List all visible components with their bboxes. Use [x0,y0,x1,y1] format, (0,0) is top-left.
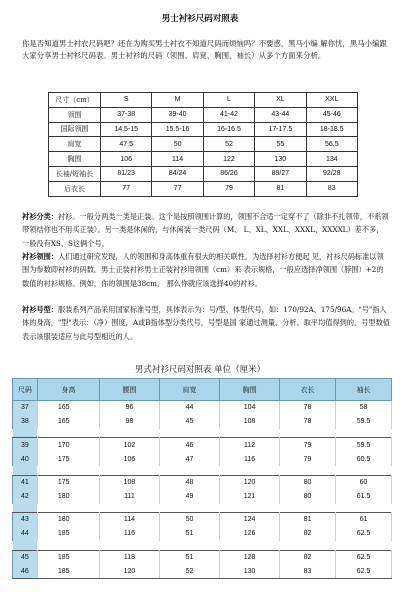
chart-row [13,527,392,541]
chart-cell: 60.5 [336,452,392,466]
column-header: 胸围 [220,379,280,401]
table-cell: 45-46 [306,107,357,122]
chart-cell: 120 [220,475,280,489]
chart-row [13,513,392,527]
spacer-cell [37,541,99,550]
table-cell: 92/28 [306,166,357,181]
size-table-row [49,152,358,167]
chart-row [13,438,392,452]
chart-cell: 80 [280,475,336,489]
column-header: 身高 [37,379,99,401]
chart-cell: 126 [220,527,280,541]
table-cell: 130 [255,152,306,167]
chart-cell: 45 [160,415,220,429]
spacer-cell [99,504,159,513]
group-spacer [13,541,392,550]
chart-cell: 116 [220,452,280,466]
chart-cell: 59.5 [336,415,392,429]
table-cell: 134 [306,152,357,167]
spacer-cell [220,466,280,475]
spacer-cell [336,541,392,550]
chart-cell: 82 [280,550,336,564]
chart-cell: 96 [99,401,159,415]
row-label: 胸围 [49,152,101,167]
table-cell: 83 [306,181,357,196]
chart-cell: 78 [280,415,336,429]
chart-cell: 121 [220,489,280,503]
chart-cell: 185 [37,550,99,564]
section-collar [22,250,390,290]
table-cell: 18-18.5 [306,122,357,137]
table-cell: 16-16.5 [203,122,254,137]
column-header: 袖长 [336,379,392,401]
row-label: 尺寸（cm） [49,93,101,108]
chart-cell: 52 [160,564,220,578]
spacer-cell [37,466,99,475]
chart-cell: 175 [37,475,99,489]
spacer-cell [13,466,38,475]
table-cell: L [203,93,254,108]
chart-cell: 50 [160,513,220,527]
spacer-cell [160,466,220,475]
column-header: 肩宽 [160,379,220,401]
intro-paragraph: 你是否知道男士衬衣尺码吧？还在为购买男士衬衣不知道尺码而烦恼吗？不要惑，黑马小编 解你忧，黑马小编跟大家分享男士衬衫尺码表。男士衬衫的尺码（领围、肩宽、胸围、袖长）从多个方面来分析。 [22,39,387,60]
spacer-cell [280,504,336,513]
chart-cell: 165 [37,401,99,415]
chart-row [13,564,392,578]
section-lead: 衬衫分类： [22,212,58,221]
column-header: 腰围 [99,379,159,401]
chart-cell: 59.5 [336,438,392,452]
spacer-cell [13,541,38,550]
table-cell: 84/24 [152,166,203,181]
chart-cell: 51 [160,527,220,541]
table-cell: 77 [101,181,152,196]
table-cell: 86/26 [203,166,254,181]
table-cell: 77 [152,181,203,196]
size-table-row [49,181,358,196]
chart-cell: 51 [160,550,220,564]
page-title: 男士衬衫尺码对照表 [161,14,239,24]
chart-cell: 128 [220,550,280,564]
row-label: 肩宽 [49,137,101,152]
table-cell: 14.5-15 [101,122,152,137]
spacer-cell [336,466,392,475]
section-text: 人们通过研究发现，人的领围和身高体重有很大的相关联性，为选择衬衫方便起 见，衬衫尺码标准以领围为参数即衬衫的码数。男士正装衬衫男士正装衬衫用领围（cm）来 表示规格，一般应选择净领围（脖围）+2的数值的衬衫规格。例如，你的领围是38cm， 那么你就应该选择40的衬衫。 [22,252,384,288]
size-table-row [49,166,358,181]
table-cell: 114 [152,152,203,167]
table-cell: 43-44 [255,107,306,122]
size-cell: 44 [13,527,38,541]
chart-row [13,550,392,564]
chart-cell: 130 [220,564,280,578]
chart-cell: 114 [99,513,159,527]
chart-cell: 106 [99,452,159,466]
section-text: 服装系列产品采用国家标准号型，具体表示为：号/型、体型代号，如：170/92A、175/96A。"号"指人体的身高，"型"表示：（净）围度，A或B指体型分类代号，号型是国 家通过测量、分析、取平均值得到的，号型数值表示该服装适应与此号型相近的人。 [22,305,390,341]
row-label: 后衣长 [49,181,101,196]
chart-row [13,415,392,429]
spacer-cell [99,429,159,438]
table-cell: 39-40 [152,107,203,122]
size-table-row [49,122,358,137]
table-cell: 41-42 [203,107,254,122]
size-cell: 42 [13,489,38,503]
spacer-cell [280,541,336,550]
chart-cell: 61.5 [336,489,392,503]
table-cell: 37-38 [101,107,152,122]
spacer-cell [99,541,159,550]
size-table-row [49,137,358,152]
chart-cell: 116 [99,527,159,541]
chart-cell: 46 [160,438,220,452]
table-cell: 81 [255,181,306,196]
chart-cell: 165 [37,415,99,429]
table-cell: M [152,93,203,108]
column-header: 衣长 [280,379,336,401]
size-cell: 43 [13,513,38,527]
chart-cell: 80 [280,489,336,503]
spacer-cell [160,541,220,550]
chart-cell: 60 [336,475,392,489]
chart-cell: 49 [160,489,220,503]
table-cell: 50 [152,137,203,152]
table-cell: 17-17.5 [255,122,306,137]
chart-cell: 47 [160,452,220,466]
size-table-header [49,93,358,108]
section-lead: 衬衫号型： [22,305,58,314]
spacer-cell [280,466,336,475]
chart-cell: 98 [99,415,159,429]
section-shirt-type [22,210,390,250]
chart-cell: 180 [37,513,99,527]
chart-row [13,452,392,466]
size-cell: 40 [13,452,38,466]
table-cell: S [101,93,152,108]
table-cell: 47.5 [101,137,152,152]
chart-row [13,475,392,489]
chart-cell: 108 [99,475,159,489]
spacer-cell [37,504,99,513]
chart-header-row [13,379,392,401]
shirt-size-chart [12,378,392,579]
spacer-cell [280,429,336,438]
chart-cell: 120 [99,564,159,578]
chart-cell: 58 [336,401,392,415]
section-lead: 衬衫领围： [22,252,58,261]
chart-title: 男式衬衫尺码对照表 单位（厘米） [134,365,266,375]
section-text: 衬衫。一般分两类一类是正装。这个是按照领围计算的，领围不合适一定穿不了（除非不扎领带，不系领带领结你也不用买正装）。另一类是休闲的，与休闲装一类尺码（M、 L、XL、XXL、XXXL、XXXXL）差不多，一般没有XS、S这俩个号。 [22,212,389,248]
table-cell: 52 [203,137,254,152]
chart-cell: 62.5 [336,527,392,541]
size-cell: 41 [13,475,38,489]
spacer-cell [220,541,280,550]
size-cell: 45 [13,550,38,564]
spacer-cell [220,504,280,513]
chart-cell: 124 [220,513,280,527]
chart-cell: 62.5 [336,550,392,564]
table-cell: 106 [101,152,152,167]
spacer-cell [13,429,38,438]
table-cell: XL [255,93,306,108]
table-cell: 15.5-16 [152,122,203,137]
spacer-cell [336,504,392,513]
size-table [48,92,358,197]
chart-cell: 170 [37,438,99,452]
table-cell: 79 [203,181,254,196]
table-cell: 89/27 [255,166,306,181]
chart-cell: 48 [160,475,220,489]
chart-row [13,489,392,503]
chart-cell: 78 [280,401,336,415]
table-cell: 55 [255,137,306,152]
chart-cell: 108 [220,415,280,429]
chart-cell: 175 [37,452,99,466]
size-cell: 37 [13,401,38,415]
spacer-cell [99,466,159,475]
chart-cell: 118 [99,550,159,564]
chart-cell: 185 [37,527,99,541]
group-spacer [13,429,392,438]
size-table-row [49,107,358,122]
section-size-code [22,303,390,343]
chart-cell: 180 [37,489,99,503]
spacer-cell [220,429,280,438]
spacer-cell [160,504,220,513]
chart-cell: 79 [280,438,336,452]
column-header: 尺码 [13,379,38,401]
table-cell: 56.5 [306,137,357,152]
spacer-cell [160,429,220,438]
chart-cell: 112 [220,438,280,452]
spacer-cell [37,429,99,438]
table-cell: 122 [203,152,254,167]
chart-cell: 102 [99,438,159,452]
chart-cell: 185 [37,564,99,578]
size-cell: 38 [13,415,38,429]
chart-cell: 62.5 [336,564,392,578]
row-label: 领围 [49,107,101,122]
table-cell: 81/23 [101,166,152,181]
chart-cell: 44 [160,401,220,415]
chart-cell: 111 [99,489,159,503]
chart-cell: 61 [336,513,392,527]
row-label: 国际领围 [49,122,101,137]
table-cell: XXL [306,93,357,108]
chart-cell: 83 [280,564,336,578]
chart-cell: 79 [280,452,336,466]
chart-row [13,401,392,415]
group-spacer [13,504,392,513]
row-label: 长袖/短袖长 [49,166,101,181]
size-cell: 39 [13,438,38,452]
size-cell: 46 [13,564,38,578]
spacer-cell [13,504,38,513]
chart-cell: 81 [280,513,336,527]
chart-cell: 104 [220,401,280,415]
chart-cell: 82 [280,527,336,541]
group-spacer [13,466,392,475]
spacer-cell [336,429,392,438]
